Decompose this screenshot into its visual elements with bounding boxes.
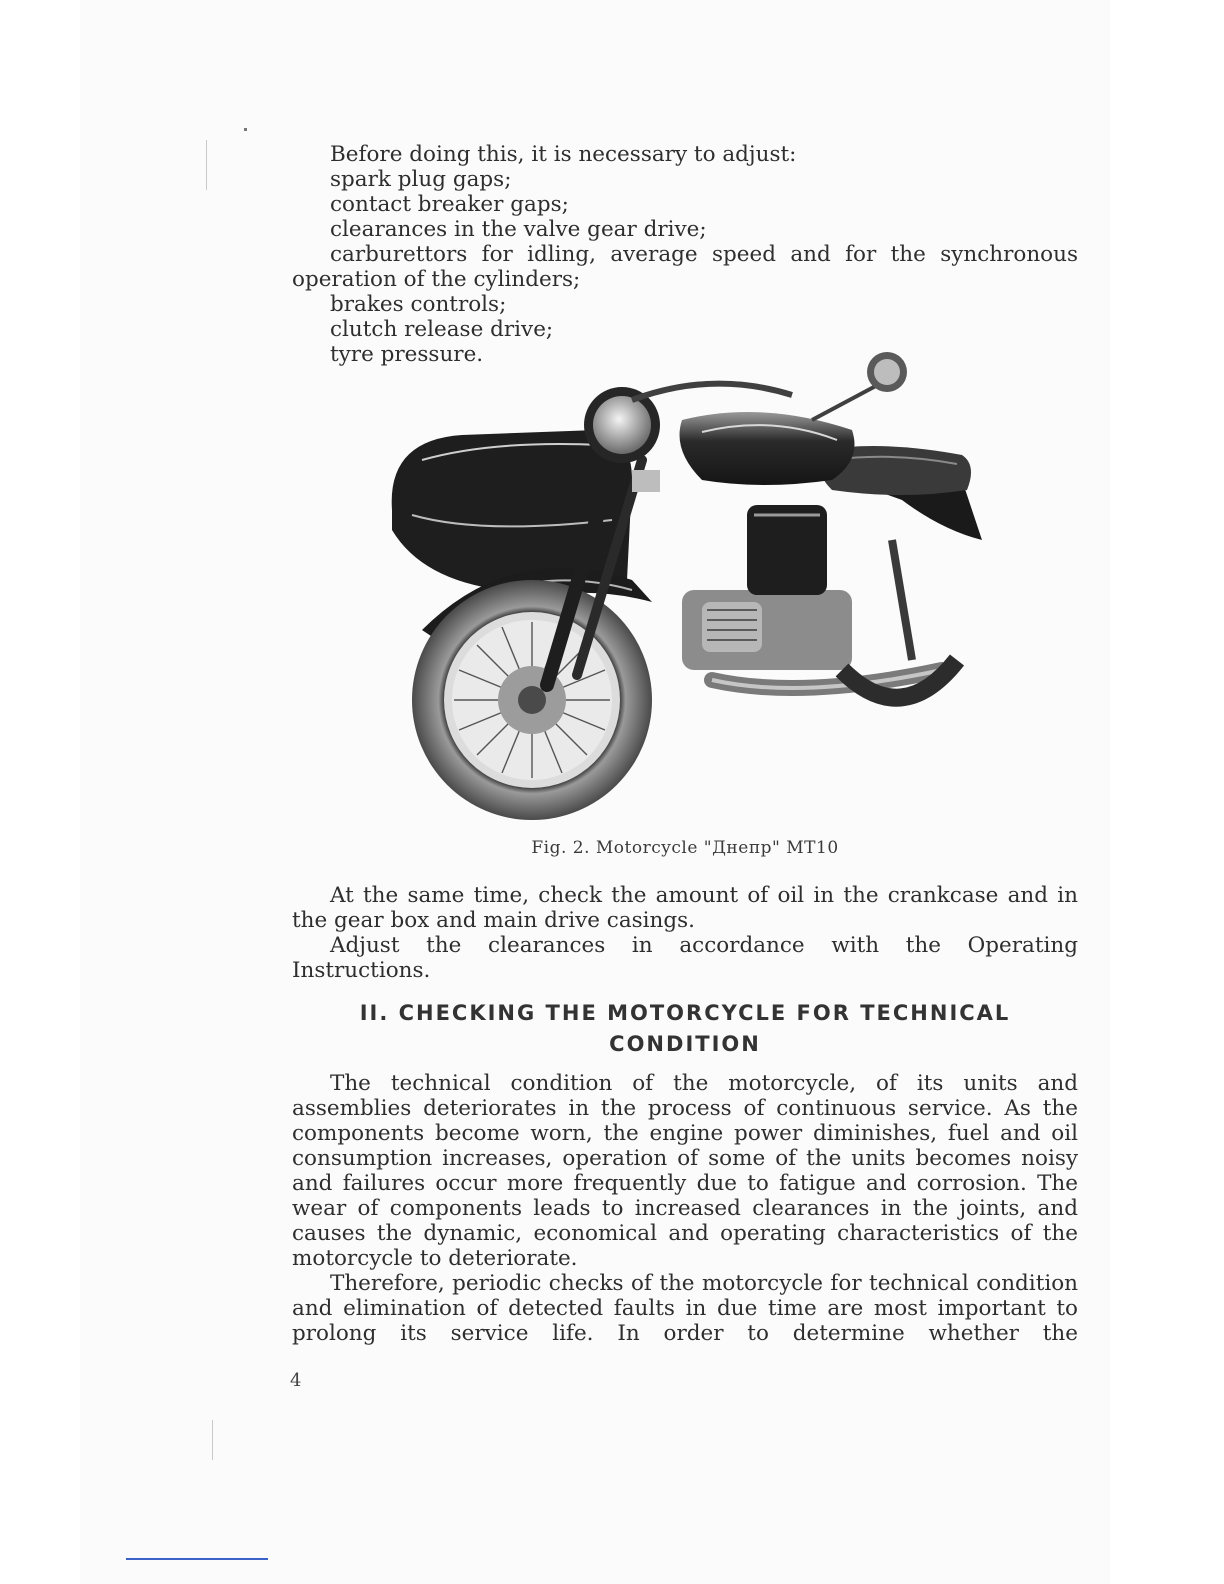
intro-line: brakes controls; [330,292,507,317]
intro-line: tyre pressure. [330,342,484,367]
scan-mark [244,128,247,131]
paragraph: Adjust the clearances in accordance with the Operating Instructions. [292,933,1078,983]
after-figure-block [292,883,1078,983]
scan-mark [212,1420,213,1460]
intro-line: contact breaker gaps; [330,192,569,217]
scan-mark [206,140,207,190]
section-heading-line: CONDITION [609,1032,761,1056]
paragraph: At the same time, check the amount of oil in the crankcase and in the gear box and main drive casings. [292,883,1078,933]
figure-caption: Fig. 2. Motorcycle "Днепр" MT10 [531,838,839,858]
section-heading [292,998,1078,1060]
intro-line: spark plug gaps; [330,167,512,192]
motorcycle-photo [382,340,1002,820]
paragraph: Therefore, periodic checks of the motorcycle for technical condition and elimination of detected faults in due time are most important to prolong its service life. In order to determine whether the [292,1271,1078,1346]
page-number: 4 [290,1370,302,1391]
section-heading-line: II. CHECKING THE MOTORCYCLE FOR TECHNICAL [359,1001,1011,1025]
intro-line: carburettors for idling, average speed and for the synchronous operation of the cylinders; [292,242,1078,292]
section-body [292,1071,1078,1346]
intro-line: Before doing this, it is necessary to adjust: [330,142,797,167]
intro-line: clutch release drive; [330,317,554,342]
intro-line: clearances in the valve gear drive; [330,217,707,242]
paragraph: The technical condition of the motorcycle, of its units and assemblies deteriorates in the process of continuous service. As the components become worn, the engine power diminishes, fuel and oil consumption increases, operation of some of the units becomes noisy and failures occur more frequently due to fatigue and corrosion. The wear of components leads to increased clearances in the joints, and causes the dynamic, economical and operating characteristics of the motorcycle to deteriorate. [292,1071,1078,1271]
intro-block [292,142,1078,367]
footer-rule [126,1558,268,1560]
